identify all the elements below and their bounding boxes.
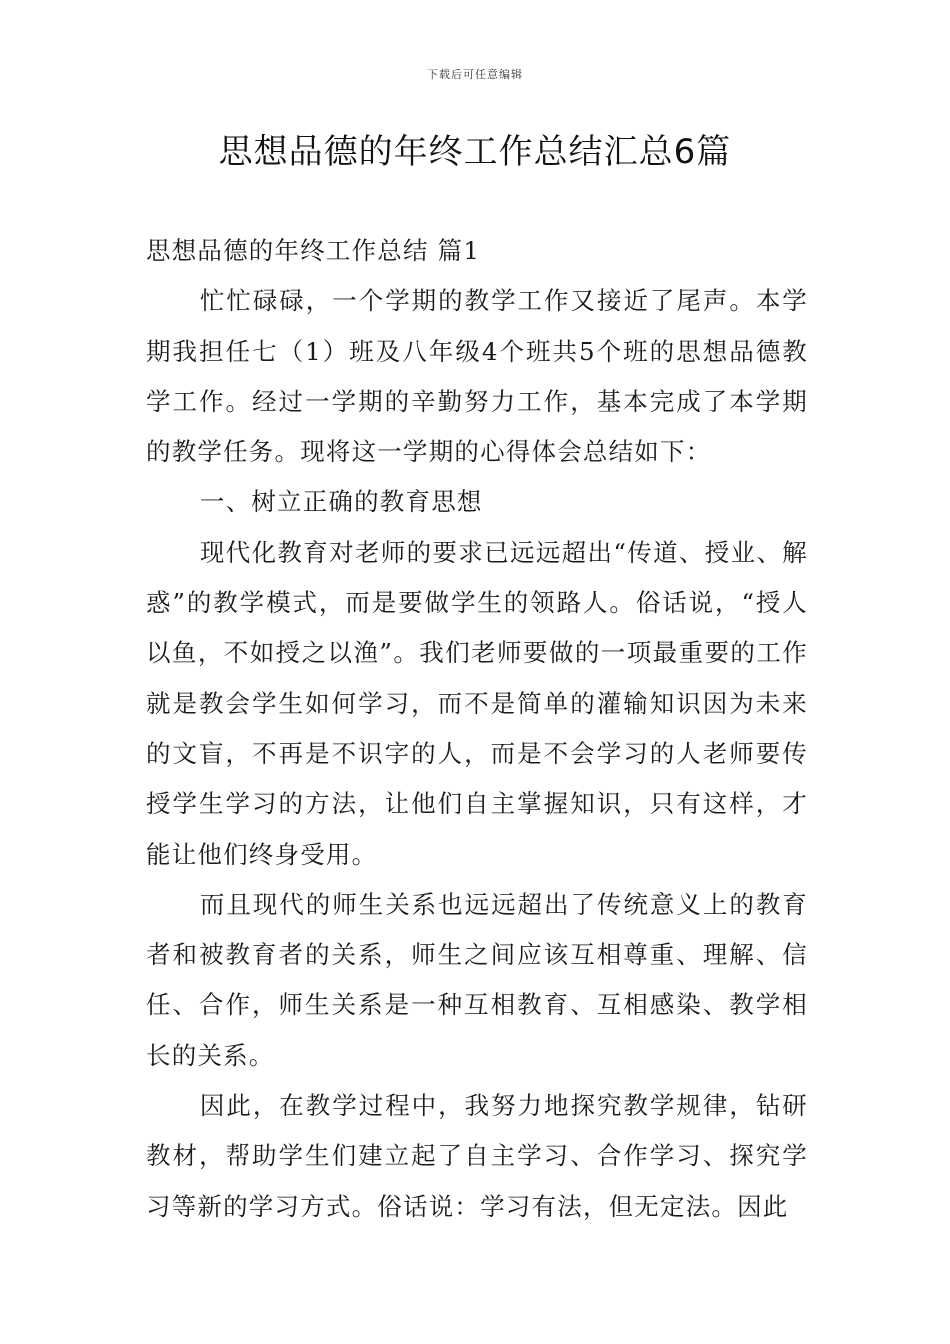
paragraph: 而且现代的师生关系也远远超出了传统意义上的教育者和被教育者的关系，师生之间应该互相尊重、理解、信任、合作，师生关系是一种互相教育、互相感染、教学相长的关系。 [146, 889, 808, 1070]
document-title: 思想品德的年终工作总结汇总6篇 [218, 132, 732, 172]
paragraph: 现代化教育对老师的要求已远远超出“传道、授业、解惑”的教学模式，而是要做学生的领路人。俗话说，“授人以鱼，不如授之以渔”。我们老师要做的一项最重要的工作就是教会学生如何学习，而不是简单的灌输知识因为未来的文盲，不再是不识字的人，而是不会学习的人老师要传授学生学习的方法，让他们自主掌握知识，只有这样，才能让他们终身受用。 [146, 537, 808, 869]
paragraph: 因此，在教学过程中，我努力地探究教学规律，钻研教材，帮助学生们建立起了自主学习、合作学习、探究学习等新的学习方式。俗话说：学习有法，但无定法。因此 [146, 1091, 808, 1221]
subheading: 一、树立正确的教育思想 [199, 487, 483, 517]
paragraph: 忙忙碌碌，一个学期的教学工作又接近了尾声。本学期我担任七（1）班及八年级4个班共5个班的思想品德教学工作。经过一学期的辛勤努力工作，基本完成了本学期的教学任务。现将这一学期的心得体会总结如下： [146, 286, 808, 467]
header-note: 下载后可任意编辑 [427, 68, 523, 81]
section-heading: 思想品德的年终工作总结 篇1 [146, 236, 481, 265]
document-body [146, 226, 808, 1232]
